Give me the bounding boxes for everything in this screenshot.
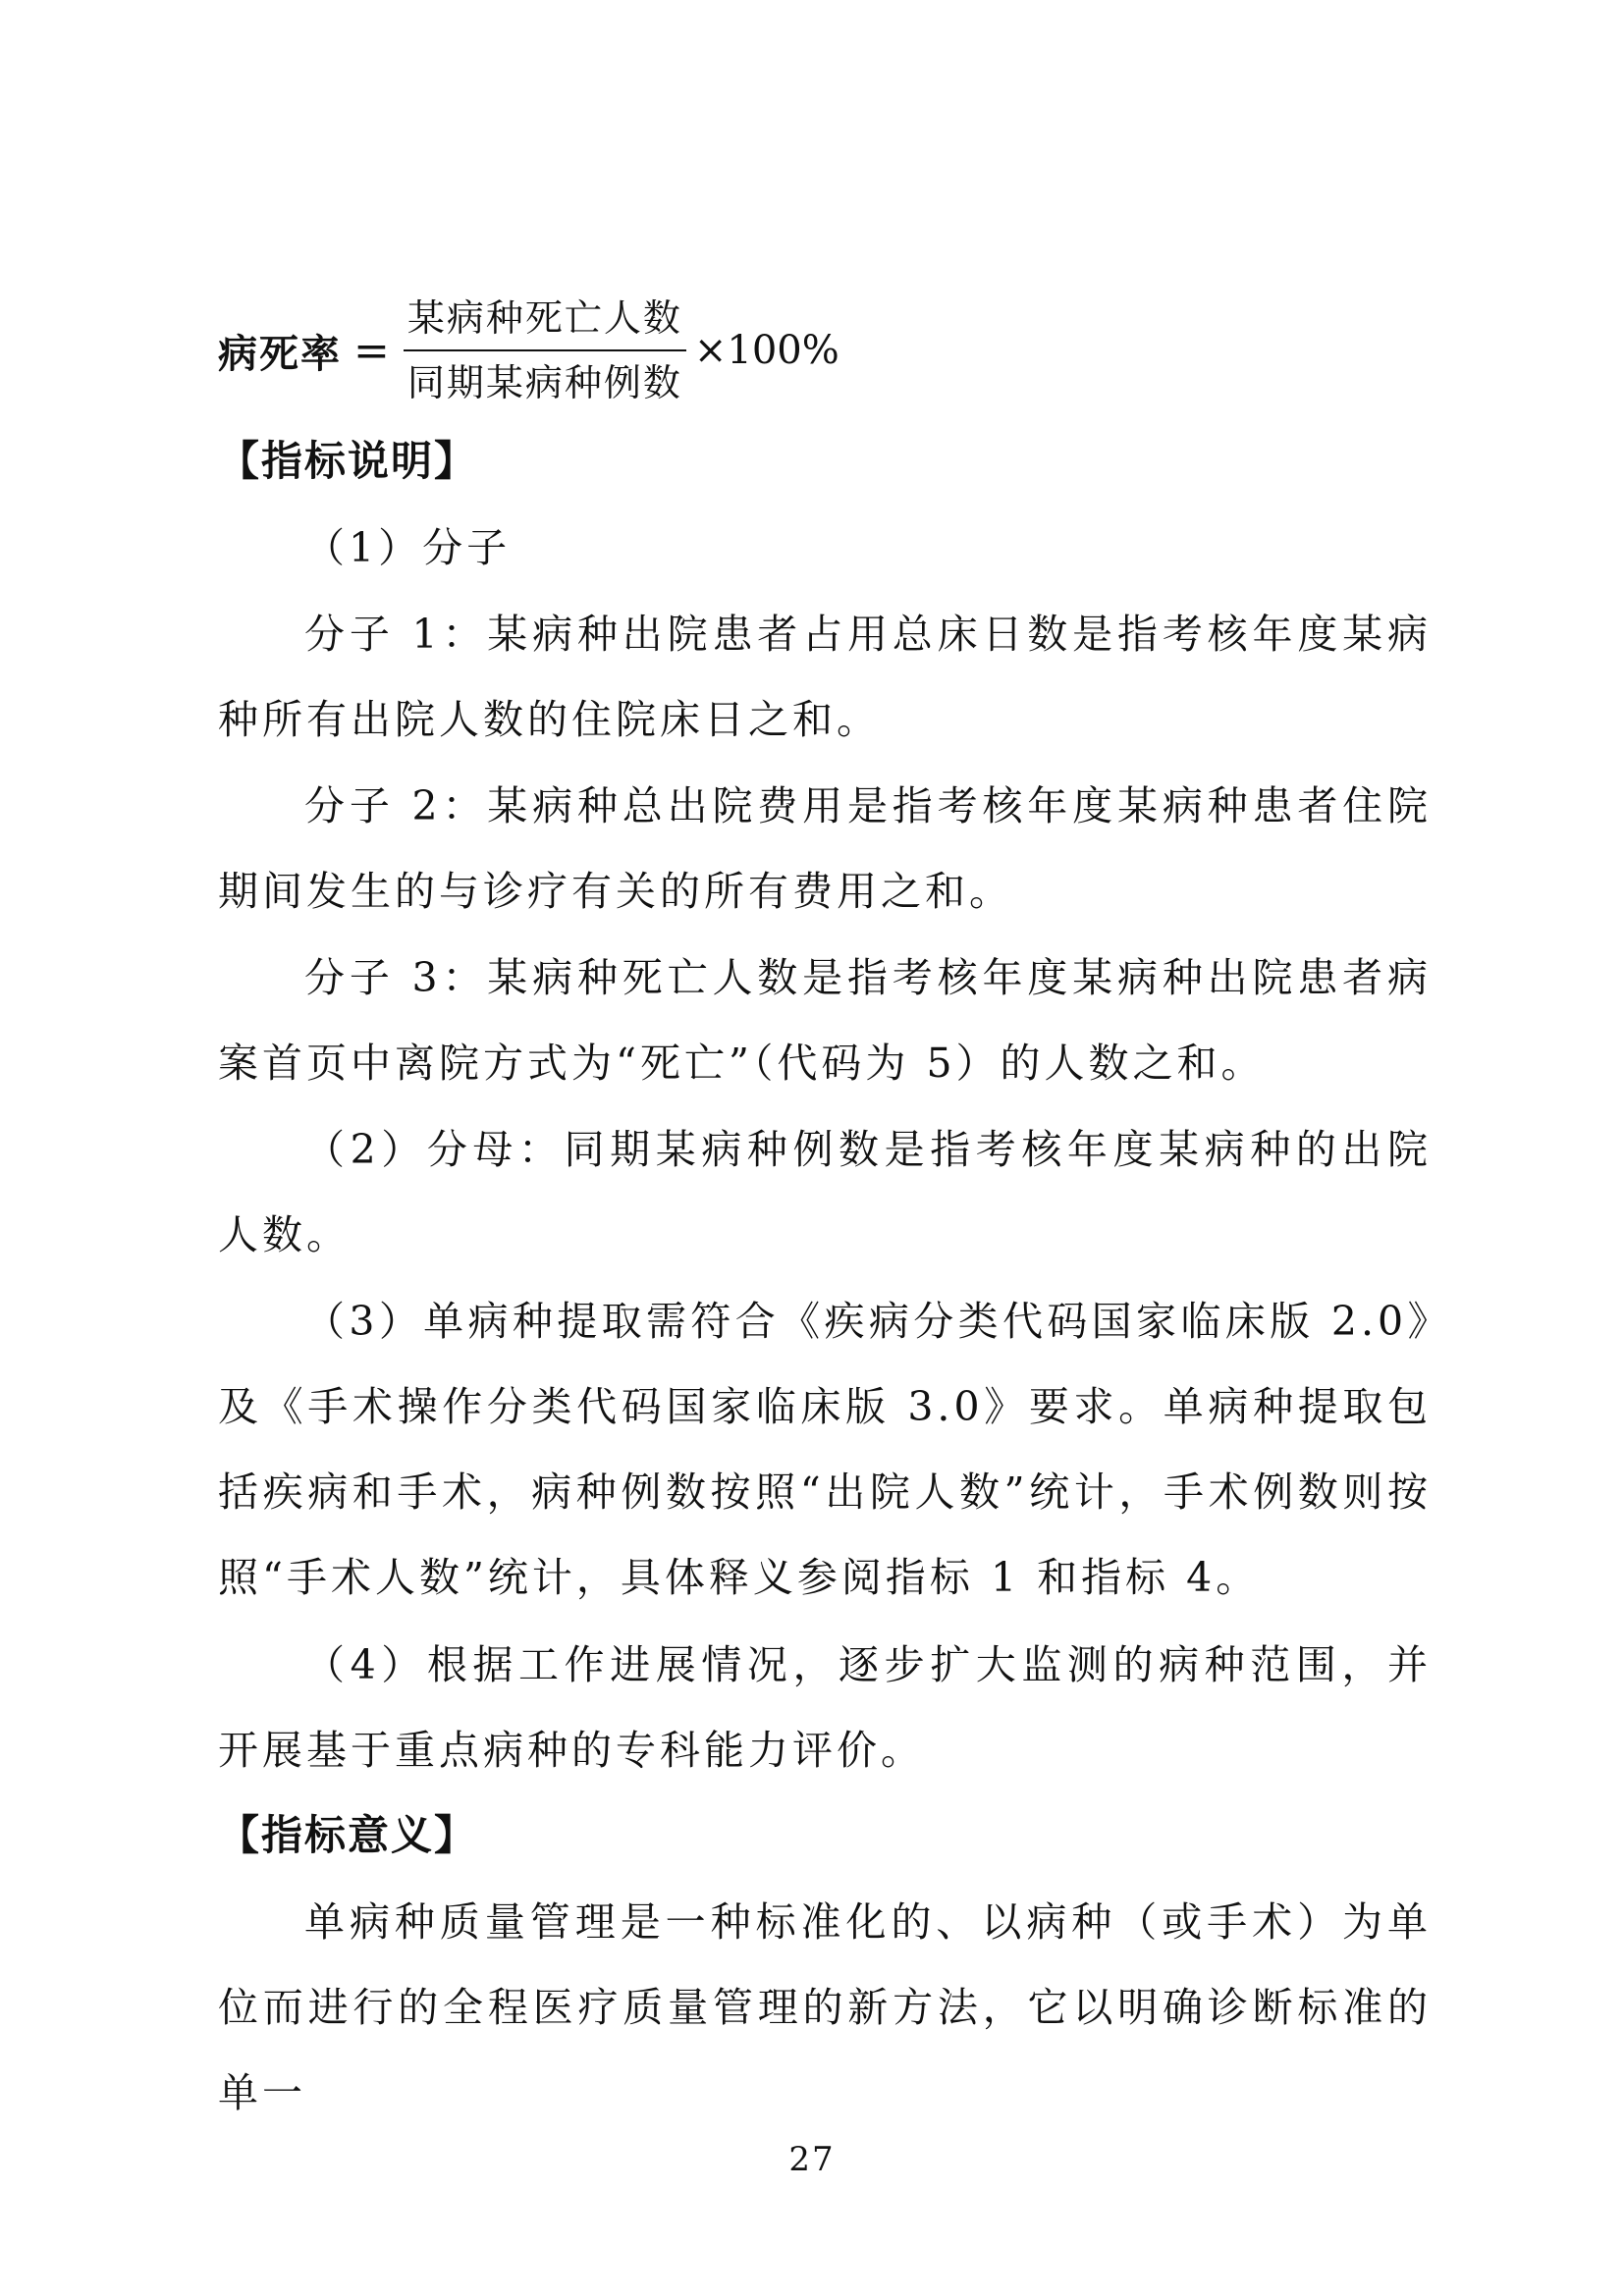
paragraph-numerator-title: （1）分子	[304, 524, 512, 571]
paragraph-scope-expansion: （4）根据工作进展情况，逐步扩大监测的病种范围，并开展基于重点病种的专科能力评价。	[218, 1641, 1432, 1774]
paragraph-significance: 单病种质量管理是一种标准化的、以病种（或手术）为单位而进行的全程医疗质量管理的新方法，它以明确诊断标准的单一	[218, 1898, 1432, 2116]
paragraph-numerator-1: 分子 1：某病种出院患者占用总床日数是指考核年度某病种所有出院人数的住院床日之和。	[218, 611, 1432, 743]
fraction-bar	[404, 349, 686, 351]
section-heading-explanation: 【指标说明】	[218, 437, 478, 485]
mortality-rate-formula	[218, 287, 839, 414]
paragraph-extraction-rules: （3）单病种提取需符合《疾病分类代码国家临床版 2.0》及《手术操作分类代码国家临床版 3.0》要求。单病种提取包括疾病和手术，病种例数按照“出院人数”统计，手术例数则按照“手术人数”统计，具体释义参阅指标 1 和指标 4。	[218, 1298, 1432, 1601]
paragraph-denominator: （2）分母：同期某病种例数是指考核年度某病种的出院人数。	[218, 1126, 1432, 1258]
page-number: 27	[788, 2140, 836, 2179]
paragraph-numerator-2: 分子 2：某病种总出院费用是指考核年度某病种患者住院期间发生的与诊疗有关的所有费用之和。	[218, 782, 1432, 915]
formula-equals-sign: =	[353, 325, 390, 376]
paragraph-numerator-3: 分子 3：某病种死亡人数是指考核年度某病种出院患者病案首页中离院方式为“死亡”（代码为 5）的人数之和。	[218, 954, 1432, 1087]
formula-denominator: 同期某病种例数	[406, 361, 682, 404]
formula-multiplier: ×100%	[693, 328, 839, 373]
formula-numerator: 某病种死亡人数	[406, 296, 682, 340]
formula-fraction	[404, 293, 686, 408]
formula-label: 病死率	[218, 331, 342, 377]
section-heading-significance: 【指标意义】	[218, 1811, 478, 1859]
